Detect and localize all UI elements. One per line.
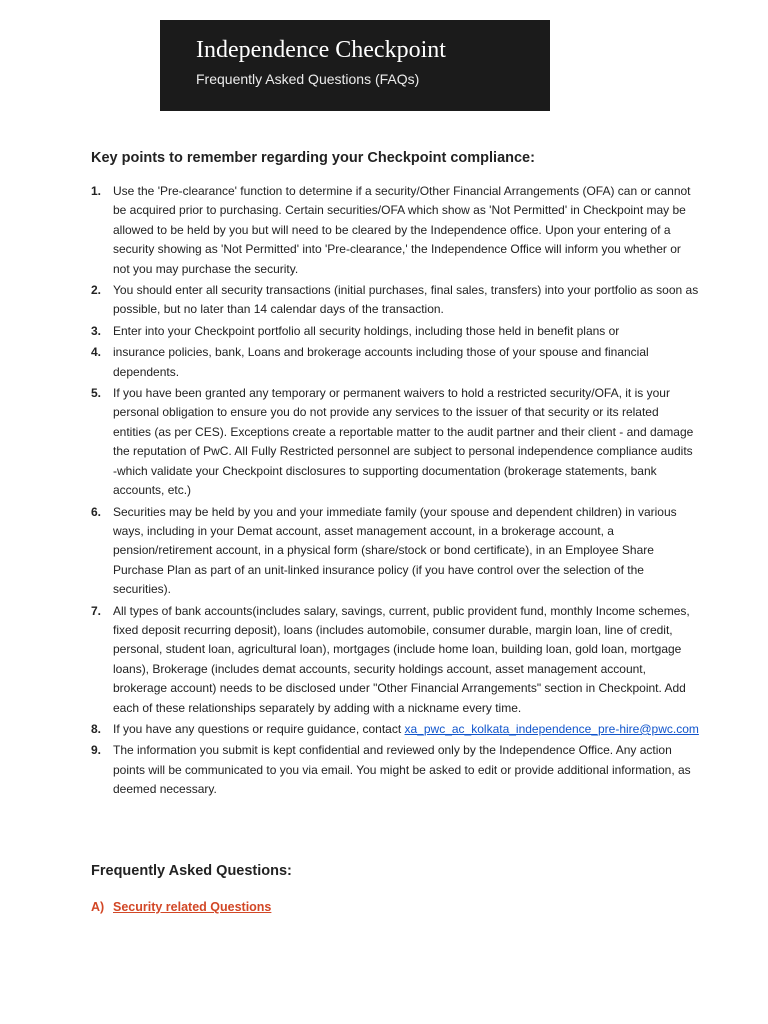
faq-section-a[interactable] [91, 900, 271, 914]
key-point-item [91, 281, 699, 320]
key-point-item [91, 602, 699, 718]
item-text: All types of bank accounts(includes salary, savings, current, public provident fund, monthly Income schemes, fixed deposit recurring deposit), loans (includes automobile, consumer durable, margin loan, line of credit, personal, student loan, agricultural loan), mortgages (include home loan, building loan, gold loan, mortgage loans), Brokerage (includes demat accounts, security holdings account, asset management account, brokerage account) needs to be disclosed under "Other Financial Arrangements" section in Checkpoint. Add each of these relationships separately by adding with a nickname every time. [113, 603, 690, 715]
item-number: 2. [91, 283, 102, 298]
key-points-heading: Key points to remember regarding your Checkpoint compliance: [91, 150, 535, 166]
item-number: 5. [91, 386, 102, 401]
key-point-item [91, 182, 699, 279]
key-point-item [91, 384, 699, 500]
item-number: 4. [91, 345, 102, 360]
item-number: 1. [91, 184, 102, 198]
item-text: Securities may be held by you and your immediate family (your spouse and dependent children) in various ways, including in your Demat account, asset management account, in a brokerage account, a pension/retirement account, in a physical form (share/stock or bond certificate), in an Employee Share Purchase Plan as part of an unit-linked insurance policy (if you have control over the selection of the securities). [113, 504, 677, 597]
item-text: You should enter all security transactions (initial purchases, final sales, transfers) into your portfolio as soon as possible, but no later than 14 calendar days of the transaction. [113, 283, 699, 317]
header-banner [160, 20, 550, 111]
item-text: insurance policies, bank, Loans and brokerage accounts including those of your spouse and financial dependents. [113, 345, 649, 379]
item-text: Use the 'Pre-clearance' function to determine if a security/Other Financial Arrangements (OFA) can or cannot be acquired prior to purchasing. Certain securities/OFA which show as 'Not Permitted' in Checkpoint may be allowed to be held by you but will need to be cleared by the Independence office. Upon your entering of a security showing as 'Not Permitted' into 'Pre-clearance,' the Independence Office will inform you whether or not you may purchase the security. [113, 184, 691, 276]
key-point-item [91, 741, 699, 799]
key-point-item [91, 343, 699, 382]
item-text: The information you submit is kept confidential and reviewed only by the Independence Office. Any action points will be communicated to you via email. You might be asked to edit or provide additional information, as deemed necessary. [113, 743, 691, 797]
item-number: 6. [91, 504, 102, 519]
section-title-link[interactable]: Security related Questions [113, 900, 272, 914]
document-title: Independence Checkpoint [196, 37, 446, 63]
item-text: If you have any questions or require guidance, contact [113, 721, 405, 736]
item-number: 3. [91, 323, 102, 338]
contact-email-link[interactable]: xa_pwc_ac_kolkata_independence_pre-hire@pwc.com [404, 721, 699, 736]
section-letter: A) [91, 900, 105, 914]
item-text: Enter into your Checkpoint portfolio all security holdings, including those held in benefit plans or [113, 323, 620, 338]
item-number: 9. [91, 743, 102, 758]
key-point-item [91, 322, 699, 341]
key-point-item [91, 720, 699, 739]
item-text: If you have been granted any temporary or permanent waivers to hold a restricted security/OFA, it is your personal obligation to ensure you do not provide any services to the issuer of that security or its related entities (as per CES). Exceptions create a reportable matter to the audit partner and their client - and damage the reputation of PwC. All Fully Restricted personnel are subject to personal independence compliance audits -which validate your Checkpoint disclosures to supporting documentation (brokerage statements, bank accounts, etc.) [113, 386, 694, 498]
key-point-item [91, 503, 699, 600]
document-subtitle: Frequently Asked Questions (FAQs) [196, 71, 420, 87]
item-number: 7. [91, 603, 102, 618]
key-points-list [91, 182, 699, 802]
item-number: 8. [91, 721, 102, 736]
faq-heading: Frequently Asked Questions: [91, 863, 292, 879]
